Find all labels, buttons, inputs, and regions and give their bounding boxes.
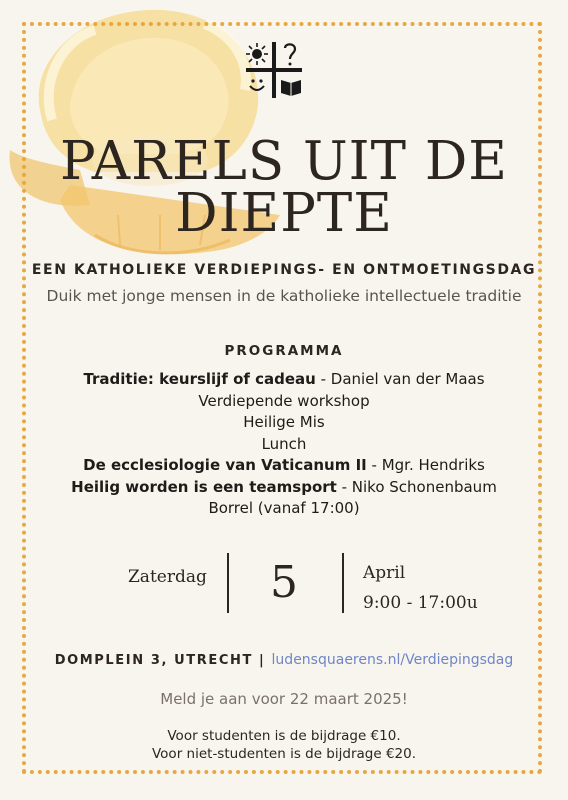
program-item <box>0 498 568 520</box>
program-item <box>0 369 568 391</box>
program-item-text: Heilige Mis <box>243 413 325 431</box>
divider <box>342 553 344 613</box>
program-heading: PROGRAMMA <box>224 343 344 359</box>
program-item <box>0 455 568 477</box>
divider <box>227 553 229 613</box>
program-item <box>0 412 568 434</box>
address: DOMPLEIN 3, UTRECHT | <box>54 653 266 668</box>
website-link[interactable]: ludensquaerens.nl/Verdiepingsdag <box>271 652 514 668</box>
program-item-speaker: - Daniel van der Maas <box>315 370 485 388</box>
program-item-text: Borrel (vanaf 17:00) <box>208 499 360 517</box>
smiley-icon <box>250 79 264 90</box>
month: April <box>363 563 406 583</box>
program-item-speaker: - Niko Schonenbaum <box>336 477 497 496</box>
event-subtitle: EEN KATHOLIEKE VERDIEPINGS- EN ONTMOETINGSDAG <box>31 262 537 278</box>
title-line-2: DIEPTE <box>175 183 393 244</box>
program-item-text: Lunch <box>261 434 307 453</box>
program-item-text: Verdiepende workshop <box>198 391 370 410</box>
sun-icon <box>246 43 268 65</box>
event-title <box>0 131 568 244</box>
program-item-title: Traditie: keurslijf of cadeau <box>83 370 316 388</box>
time-range: 9:00 - 17:00u <box>363 593 478 613</box>
program-item-speaker: - Mgr. Hendriks <box>366 456 485 474</box>
fee-student: Voor studenten is de bijdrage €10. <box>167 728 401 744</box>
program-item <box>0 391 568 413</box>
event-tagline: Duik met jonge mensen in de katholieke intellectuele traditie <box>46 287 522 305</box>
date-block <box>0 553 568 615</box>
program-item <box>0 434 568 456</box>
open-book-icon <box>281 80 301 96</box>
fee-non-student: Voor niet-studenten is de bijdrage €20. <box>151 746 416 762</box>
location-line <box>0 652 568 668</box>
program-item-title: Heilig worden is een teamsport <box>71 477 337 496</box>
program-list <box>0 369 568 520</box>
program-item <box>0 477 568 499</box>
logo <box>243 40 305 100</box>
title-line-1: PARELS UIT DE <box>60 131 508 192</box>
day-number: 5 <box>270 557 298 608</box>
question-mark-icon <box>285 44 295 65</box>
weekday: Zaterdag <box>128 567 207 587</box>
program-item-title: De ecclesiologie van Vaticanum II <box>83 456 367 474</box>
registration-deadline: Meld je aan voor 22 maart 2025! <box>160 690 408 708</box>
